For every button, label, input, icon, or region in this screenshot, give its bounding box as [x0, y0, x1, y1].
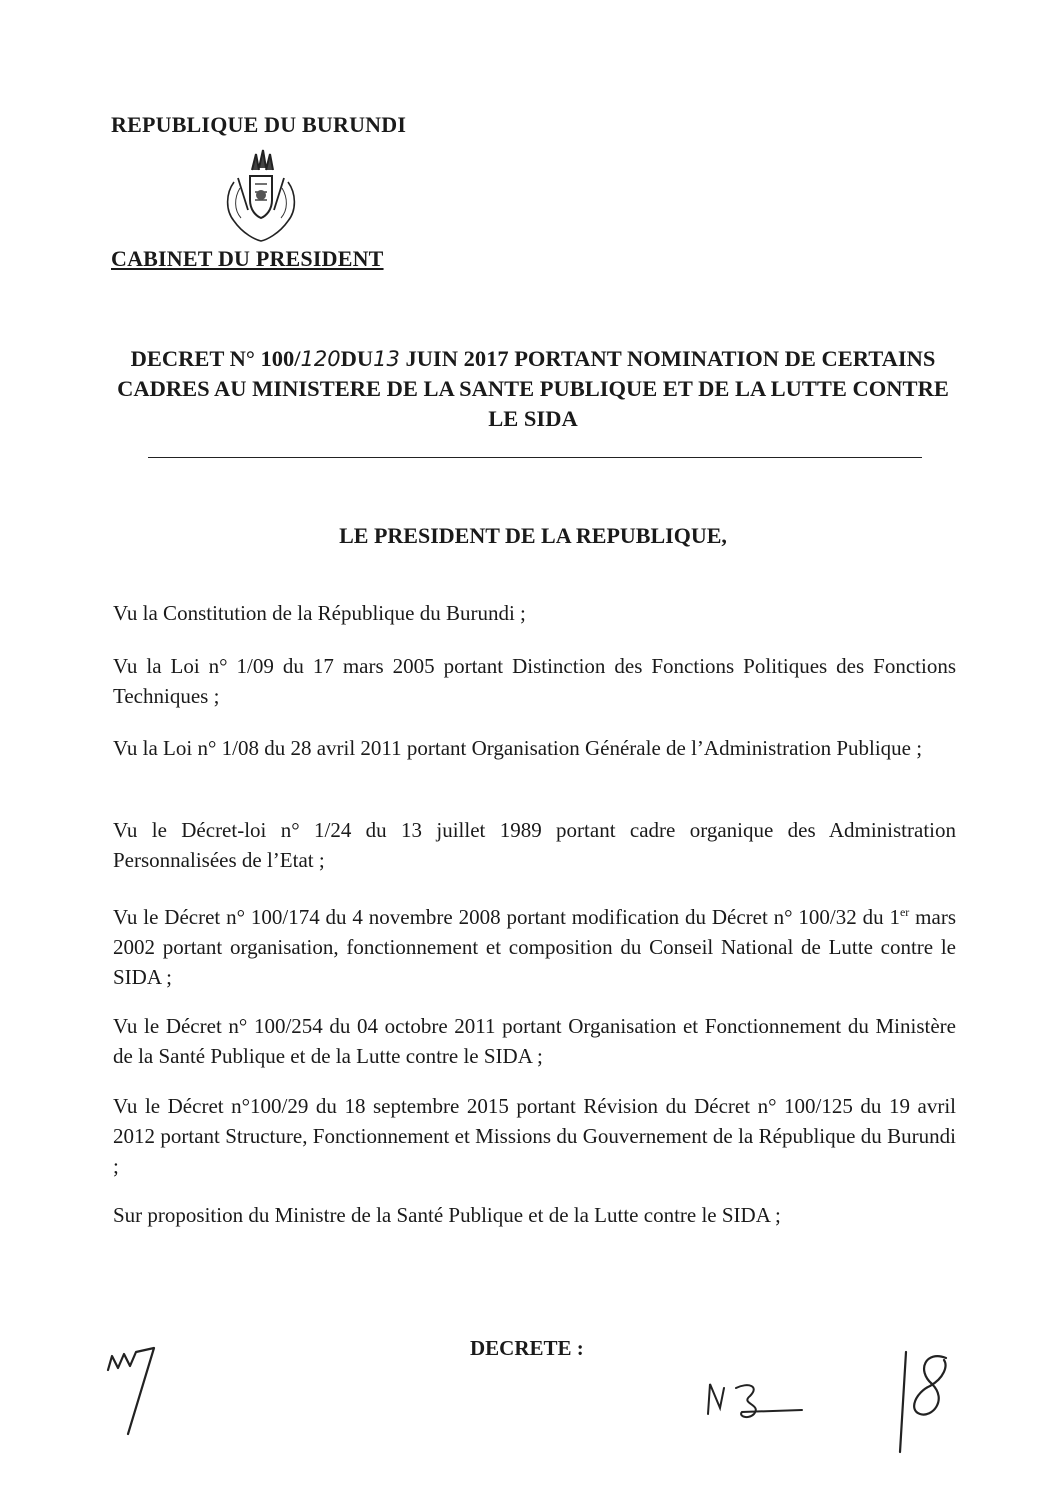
- republic-heading: REPUBLIQUE DU BURUNDI: [111, 112, 407, 137]
- president-heading: LE PRESIDENT DE LA REPUBLIQUE,: [339, 523, 727, 548]
- visa-decret-100-254: Vu le Décret n° 100/254 du 04 octobre 2011 portant Organisation et Fonctionnement du Ministère de la Santé Publique et de la Lutte contre le SIDA ;: [113, 1014, 956, 1068]
- title-divider: [148, 457, 922, 458]
- coat-of-arms-icon: [212, 148, 310, 246]
- initials-center-icon: [702, 1374, 812, 1429]
- decree-title: [110, 344, 956, 434]
- visa-decret-100-174-text-1: Vu le Décret n° 100/174 du 4 novembre 2008 portant modification du Décret n° 100/32 du 1: [113, 905, 900, 929]
- visa-decret-100-174: [113, 897, 956, 992]
- decrete-heading: DECRETE :: [470, 1336, 584, 1360]
- handwritten-day: 13: [373, 347, 400, 371]
- visa-loi-1-09: Vu la Loi n° 1/09 du 17 mars 2005 portant Distinction des Fonctions Politiques des Fonctions Techniques ;: [113, 654, 956, 708]
- title-part-1: DECRET N° 100/: [130, 346, 301, 371]
- visa-decret-100-29: Vu le Décret n°100/29 du 18 septembre 2015 portant Révision du Décret n° 100/125 du 19 avril 2012 portant Structure, Fonctionnement et Missions du Gouvernement de la République du Burundi ;: [113, 1094, 956, 1178]
- visa-decret-loi-1-24: Vu le Décret-loi n° 1/24 du 13 juillet 1989 portant cadre organique des Administration Personnalisées de l’Etat ;: [113, 818, 956, 872]
- visa-loi-1-08: Vu la Loi n° 1/08 du 28 avril 2011 portant Organisation Générale de l’Administration Publique ;: [113, 736, 923, 760]
- initials-left-icon: [104, 1346, 166, 1443]
- title-part-3: JUIN 2017 PORTANT NOMINATION DE CERTAINS CADRES AU MINISTERE DE LA SANTE PUBLIQUE ET DE LA LUTTE CONTRE LE SIDA: [117, 346, 949, 431]
- cabinet-heading: CABINET DU PRESIDENT: [111, 246, 384, 271]
- visa-decret-100-174-text-2: mars 2002 portant organisation, fonctionnement et composition du Conseil National de Lutte contre le SIDA ;: [113, 905, 956, 989]
- title-part-2: DU: [340, 346, 374, 371]
- initials-right-icon: [886, 1348, 962, 1465]
- visa-constitution: Vu la Constitution de la République du Burundi ;: [113, 601, 526, 625]
- proposal-line: Sur proposition du Ministre de la Santé Publique et de la Lutte contre le SIDA ;: [113, 1203, 781, 1227]
- handwritten-decree-number: 120: [300, 347, 341, 371]
- superscript-er: er: [899, 905, 910, 919]
